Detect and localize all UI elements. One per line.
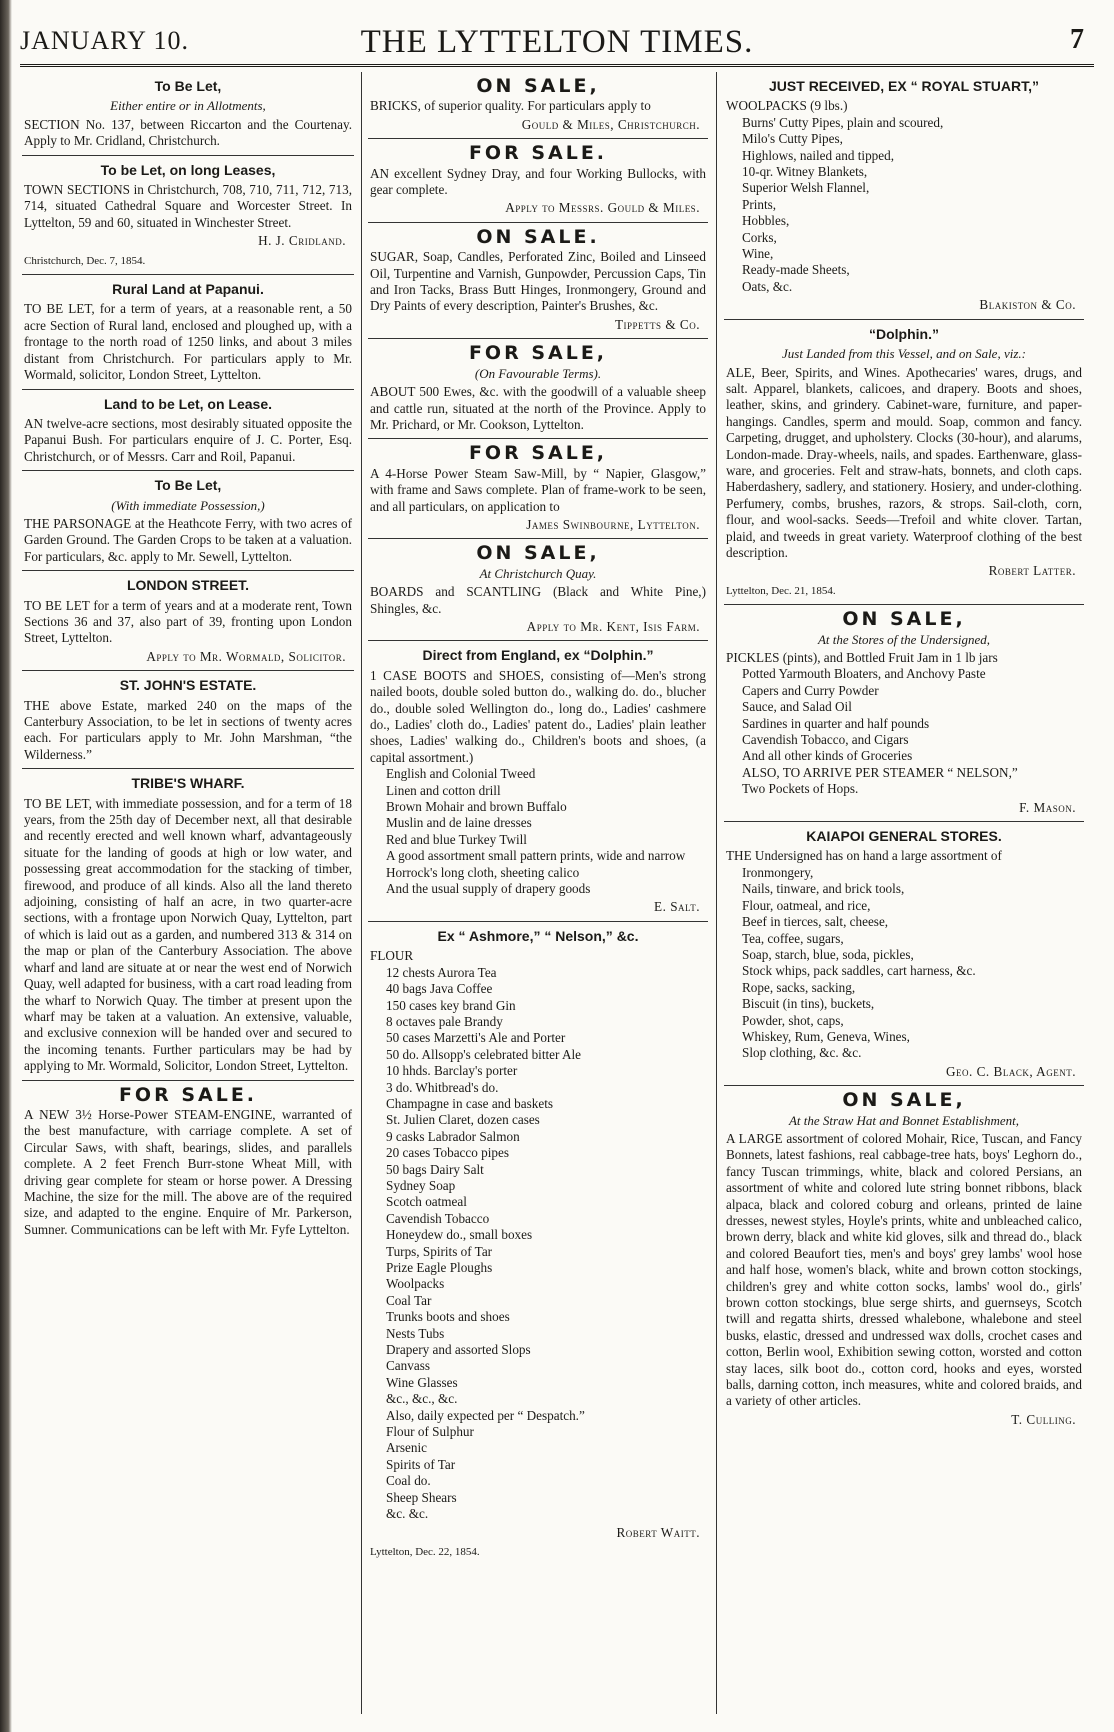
page-number: 7 — [1070, 24, 1084, 55]
page-binding-edge — [0, 0, 12, 1732]
ad-signature: Tippetts & Co. — [614, 316, 700, 332]
newspaper-title: THE LYTTELTON TIMES. — [360, 24, 754, 60]
ad-heading: FOR SALE. — [468, 142, 608, 165]
ad-heading: ON SALE, — [476, 75, 600, 97]
issue-date: JANUARY 10. — [20, 26, 189, 55]
ad-signature: James Swinbourne, Lyttelton. — [526, 516, 700, 532]
advertisement — [22, 471, 354, 571]
ad-list-item: Biscuit (in tins), buckets, — [742, 996, 875, 1012]
ad-body: FLOUR — [370, 948, 414, 964]
ad-heading: FOR SALE. — [118, 1083, 258, 1106]
advertisement — [368, 539, 708, 641]
ad-heading: ON SALE, — [476, 542, 600, 565]
advertisement — [22, 156, 354, 275]
header-rule — [20, 64, 1094, 67]
column-rule — [361, 72, 362, 1714]
page-header — [20, 20, 1094, 60]
ad-body: TO BE LET, with immediate possession, and for a term of 18 years, from the 25th day of December next, all that desirable and recently erected and well known wharf, advantageously situate for the landing of goods at high or low water, and possessing great accommodation for the stacking of timber, firewood, and produce of all kinds. Also all the land thereto adjoining, consisting of half an acre, in two quarter-acre sections, with a frontage upon Norwich Quay, Lyttelton, part of which is laid out as a garden, and numbered 313 & 314 on the map or plan of the Canterbury Association. The above wharf and land are situate at or near the west end of Norwich Quay, well adapted for business, with a cart road leading from the wharf to Norwich Quay. The timber at present upon the wharf may be taken at a valuation. An extensive, valuable, and exclusive connexion will be handed over and secured to the incoming tenants. Further particulars may be had by applying to Mr. Wormald, Solicitor, London Street, Lyttelton. — [24, 795, 352, 1074]
ad-list-item: Coal Tar — [386, 1292, 432, 1308]
ad-body: TO BE LET, for a term of years, at a reasonable rent, a 50 acre Section of Rural land, enclosed and ploughed up, with a frontage to the north road of 1250 links, and about 3 miles distant from Christchurch. For particulars apply to Mr. Wormald, solicitor, London Street, Lyttelton. — [24, 301, 352, 383]
advertisement — [368, 439, 708, 539]
ad-heading: “Dolphin.” — [869, 325, 939, 342]
ad-list-item: Ready-made Sheets, — [742, 262, 850, 278]
ad-heading: FOR SALE, — [468, 342, 608, 365]
ad-list-item: Capers and Curry Powder — [742, 682, 879, 698]
ad-heading: ON SALE. — [476, 225, 600, 248]
ad-body: ABOUT 500 Ewes, &c. with the goodwill of a valuable sheep and cattle run, situated at the north of the Province. Apply to Mr. Prichard, or Mr. Cookson, Lyttelton. — [370, 384, 706, 432]
ad-list-item: 50 bags Dairy Salt — [386, 1161, 484, 1177]
ad-list-item: 20 cases Tobacco pipes — [386, 1145, 509, 1161]
ad-body: THE Undersigned has on hand a large assortment of — [726, 848, 1002, 864]
ad-list-item: Woolpacks — [386, 1276, 445, 1292]
column-2 — [368, 72, 708, 1714]
ad-heading: To Be Let, — [154, 477, 222, 494]
ad-body: SUGAR, Soap, Candles, Perforated Zinc, Boiled and Linseed Oil, Turpentine and Varnish, Gunpowder, Percussion Caps, Tin and Iron Tacks, Brass Butt Hinges, Ironmongery, Ground and Dry Paints of every description, Painter's Brushes, &c. — [370, 249, 706, 314]
ad-body: AN excellent Sydney Dray, and four Working Bullocks, with gear complete. — [370, 165, 706, 198]
ad-list-item: 150 cases key brand Gin — [386, 997, 516, 1013]
ad-signature: Robert Latter. — [988, 563, 1076, 579]
ad-heading: Ex “ Ashmore,” “ Nelson,” &c. — [437, 927, 639, 944]
advertisement — [368, 922, 708, 1565]
ad-list-item: Sheep Shears — [386, 1489, 457, 1505]
advertisement — [724, 72, 1084, 320]
advertisement — [724, 822, 1084, 1086]
ad-subheading: Either entire or in Allotments, — [110, 98, 266, 114]
ad-list-item: 12 chests Aurora Tea — [386, 964, 497, 980]
ad-list-item: Prints, — [742, 196, 777, 212]
ad-signature: F. Mason. — [1019, 799, 1076, 815]
ad-list-item: Honeydew do., small boxes — [386, 1227, 533, 1243]
ad-body: BOARDS and SCANTLING (Black and White Pine,) Shingles, &c. — [370, 584, 706, 616]
ad-body: TO BE LET for a term of years and at a moderate rent, Town Sections 36 and 37, also part of 39, fronting upon London Street, Lyttelton. — [24, 597, 352, 646]
column-rule — [716, 72, 717, 1714]
ad-list-item: Powder, shot, caps, — [742, 1012, 844, 1028]
ad-list-item: Spirits of Tar — [386, 1456, 456, 1472]
ad-list-item: 9 casks Labrador Salmon — [386, 1128, 520, 1144]
ad-subheading: Just Landed from this Vessel, and on Sale, viz.: — [782, 346, 1026, 362]
advertisement — [22, 72, 354, 156]
ad-list-item: Wine, — [742, 246, 774, 262]
ad-list-item: Sauce, and Salad Oil — [742, 699, 852, 715]
ad-body: A LARGE assortment of colored Mohair, Rice, Tuscan, and Fancy Bonnets, latest fashions, real cabbage-tree hats, boys' Leghorn do., fancy Tuscan trimmings, white, black and colored Persians, an assortment of white and colored lute string bonnet ribbons, black alpaca, black and colored coburg and orleans, printed de laine dresses, newest styles, Hoyle's prints, white and unbleached calico, brown derry, black and white kid gloves, silk and thread do., black and colored Beaufort ties, men's and boys' grey lambs' wool hose and half hose, women's black, white and brown cotton stockings, children's grey and white cotton socks, lambs' wool do., girls' brown cotton stockings, blue serge shirts, and guernseys, Scotch twill and regatta shirts, dressed whalebone, whalebone and steel busks, elastic, dressed and undressed wax dolls, crochet cases and cotton, Berlin wool, Exhibition sewing cotton, worsted and cotton stay laces, silk boot do., cotton cord, hooks and eyes, worsted balls, darning cotton, inch measures, white and colored braids, and a variety of other articles. — [726, 1130, 1082, 1409]
advertisement — [22, 1081, 354, 1244]
ad-body: THE PARSONAGE at the Heathcote Ferry, with two acres of Garden Ground. The Garden Crops to be taken at a valuation. For particulars, &c. apply to Mr. Sewell, Lyttelton. — [24, 515, 352, 564]
ad-dateline: Lyttelton, Dec. 22, 1854. — [370, 1545, 480, 1558]
advertisement — [22, 390, 354, 472]
ad-list-item: 40 bags Java Coffee — [386, 981, 493, 997]
ad-body: SECTION No. 137, between Riccarton and the Courtenay. Apply to Mr. Cridland, Christchurch. — [24, 116, 352, 149]
ad-list-item: And all other kinds of Groceries — [742, 748, 913, 764]
ad-list-item: Arsenic — [386, 1440, 428, 1456]
ad-body: BRICKS, of superior quality. For particulars apply to — [370, 98, 651, 114]
ad-signature: Gould & Miles, Christchurch. — [521, 116, 700, 132]
ad-body: TOWN SECTIONS in Christchurch, 708, 710, 711, 712, 713, 714, situated Cathedral Square and Worcester Street. In Lyttelton, 59 and 60, situated in Winchester Street. — [24, 182, 352, 230]
ad-list-item: Linen and cotton drill — [386, 782, 501, 798]
ad-list-item: Burns' Cutty Pipes, plain and scoured, — [742, 114, 944, 130]
ad-signature: T. Culling. — [1011, 1411, 1076, 1427]
ad-list-item: Flour of Sulphur — [386, 1424, 474, 1440]
ad-list-item: ALSO, TO ARRIVE PER STEAMER “ NELSON,” — [742, 764, 1018, 780]
ad-list-item: Nests Tubs — [386, 1325, 445, 1341]
ad-dateline: Lyttelton, Dec. 21, 1854. — [726, 584, 836, 597]
advertisement — [724, 320, 1084, 606]
ad-heading: TRIBE'S WHARF. — [131, 775, 245, 792]
ad-list-item: Potted Yarmouth Bloaters, and Anchovy Paste — [742, 666, 986, 682]
column-1 — [22, 72, 354, 1714]
ad-list-item: English and Colonial Tweed — [386, 766, 536, 782]
ad-list-item: Also, daily expected per “ Despatch.” — [386, 1407, 585, 1423]
ad-list-item: St. Julien Claret, dozen cases — [386, 1112, 540, 1128]
ad-list-item: Slop clothing, &c. &c. — [742, 1045, 862, 1061]
ad-subheading: At the Stores of the Undersigned, — [817, 631, 991, 647]
ad-list-item: Sardines in quarter and half pounds — [742, 715, 930, 731]
ad-signature: E. Salt. — [654, 899, 700, 915]
ad-list-item: 10-qr. Witney Blankets, — [742, 164, 868, 180]
ad-heading: To Be Let, — [154, 78, 222, 94]
advertisement — [22, 571, 354, 671]
ad-list-item: Tea, coffee, sugars, — [742, 930, 844, 946]
ad-list-item: &c., &c., &c. — [386, 1391, 458, 1407]
ad-list-item: Coal do. — [386, 1473, 431, 1489]
ad-list-item: Scotch oatmeal — [386, 1194, 467, 1210]
ad-list-item: &c. &c. — [386, 1506, 429, 1522]
ad-list-item: Highlows, nailed and tipped, — [742, 147, 894, 163]
ad-subheading: (On Favourable Terms). — [474, 365, 602, 381]
ad-list-item: Superior Welsh Flannel, — [742, 180, 870, 196]
ad-heading: Land to be Let, on Lease. — [103, 395, 273, 412]
advertisement — [368, 339, 708, 439]
ad-subheading: At Christchurch Quay. — [479, 565, 597, 581]
ad-list-item: 8 octaves pale Brandy — [386, 1013, 503, 1029]
ad-body: A 4-Horse Power Steam Saw-Mill, by “ Napier, Glasgow,” with frame and Saws complete. Plan of frame-work to be seen, and all particulars, on application to — [370, 465, 706, 514]
advertisement — [724, 605, 1084, 822]
ad-list-item: Red and blue Turkey Twill — [386, 831, 527, 847]
ad-heading: KAIAPOI GENERAL STORES. — [806, 828, 1002, 845]
ad-heading: Direct from England, ex “Dolphin.” — [422, 647, 654, 664]
ad-list-item: 50 cases Marzetti's Ale and Porter — [386, 1030, 566, 1046]
ad-list-item: Brown Mohair and brown Buffalo — [386, 799, 567, 815]
ad-list-item: Oats, &c. — [742, 278, 793, 294]
ad-signature: Apply to Mr. Wormald, Solicitor. — [146, 648, 346, 664]
ad-list-item: Muslin and de laine dresses — [386, 815, 532, 831]
ad-list-item: Ironmongery, — [742, 864, 814, 880]
ad-list-item: Rope, sacks, sacking, — [742, 979, 856, 995]
ad-signature: Apply to Mr. Kent, Isis Farm. — [526, 618, 700, 634]
advertisement — [22, 671, 354, 769]
ad-list-item: And the usual supply of drapery goods — [386, 881, 591, 897]
ad-signature: Geo. C. Black, Agent. — [946, 1063, 1076, 1079]
ad-body: ALE, Beer, Spirits, and Wines. Apothecaries' wares, drugs, and salt. Apparel, blankets, calicoes, and drapery. Boots and shoes, leather, skins, and grindery. Cabinet-ware, furniture, and paper-hangings. Candles, sperm and mould. Soap, common and fancy. Carpeting, drugget, and upholstery. Clocks (30-hour), and alarums, London-made. Dray-wheels, nails, and spades. Earthenware, glass-ware, and groceries. Felt and straw-hats, bonnets, and cloth caps. Haberdashery, sadlery, and stationery. Hosiery, and under-clothing. Perfumery, combs, brushes, razors, & strops. Sail-cloth, corn, flour, and wool-sacks. Seeds—Trefoil and white clover. Tartan, plaid, and tweeds in great variety. Waterproof clothing of the best description. — [726, 364, 1082, 560]
ad-body: 1 CASE BOOTS and SHOES, consisting of—Men's strong nailed boots, double soled button do., walking do. do., blucher do., double soled Wellington do., long do., Ladies' cashmere do., Ladies' cloth do., Ladies' patent do., Ladies' plain leather shoes, Ladies' walking do., Children's boots and shoes, (a capital assortment.) — [370, 667, 706, 765]
ad-list-item: Beef in tierces, salt, cheese, — [742, 914, 889, 930]
advertisement — [368, 72, 708, 139]
ad-heading: To be Let, on long Leases, — [100, 161, 276, 178]
ad-signature: Blakiston & Co. — [979, 297, 1076, 313]
advertisement — [368, 641, 708, 922]
ad-list-item: Trunks boots and shoes — [386, 1309, 510, 1325]
ad-body: WOOLPACKS (9 lbs.) — [726, 98, 848, 114]
ad-list-item: Sydney Soap — [386, 1177, 456, 1193]
ad-list-item: Cavendish Tobacco — [386, 1210, 490, 1226]
ad-heading: FOR SALE, — [468, 442, 608, 465]
ad-heading: JUST RECEIVED, EX “ ROYAL STUART,” — [769, 78, 1039, 94]
ad-list-item: Hobbles, — [742, 213, 790, 229]
ad-list-item: Horrock's long cloth, sheeting calico — [386, 864, 580, 880]
column-3 — [724, 72, 1084, 1714]
ad-body: PICKLES (pints), and Bottled Fruit Jam in 1 lb jars — [726, 650, 998, 665]
ad-list-item: Nails, tinware, and brick tools, — [742, 881, 905, 897]
ad-list-item: Stock whips, pack saddles, cart harness, &c. — [742, 963, 976, 979]
ad-list-item: Champagne in case and baskets — [386, 1095, 553, 1111]
ad-heading: Rural Land at Papanui. — [112, 281, 264, 298]
ad-dateline: Christchurch, Dec. 7, 1854. — [24, 254, 146, 267]
ad-subheading: (With immediate Possession,) — [111, 497, 265, 513]
ad-list-item: Prize Eagle Ploughs — [386, 1260, 493, 1275]
ad-subheading: At the Straw Hat and Bonnet Establishment, — [788, 1112, 1019, 1128]
ad-signature: Robert Waitt. — [616, 1524, 700, 1540]
ad-list-item: Milo's Cutty Pipes, — [742, 131, 843, 147]
ad-list-item: Two Pockets of Hops. — [742, 781, 859, 797]
ad-heading: LONDON STREET. — [126, 577, 250, 594]
advertisement — [368, 139, 708, 223]
ad-list-item: Wine Glasses — [386, 1374, 458, 1390]
advertisement — [22, 275, 354, 389]
ad-list-item: Turps, Spirits of Tar — [386, 1243, 493, 1259]
advertisement — [724, 1086, 1084, 1433]
ad-list-item: 3 do. Whitbread's do. — [386, 1079, 499, 1095]
ad-list-item: Canvass — [386, 1358, 430, 1374]
ad-body: A NEW 3½ Horse-Power STEAM-ENGINE, warranted of the best manufacture, with carriage complete. A set of Circular Saws, with shaft, bearings, slides, and parallels complete. A 2 feet French Burr-stone Wheat Mill, with driving gear complete for steam or horse power. A Dressing Machine, the size for the mill. The above are of the required size, and adapted to the engine. Enquire of Mr. Parkerson, Sumner. Communications can be left with Mr. Fyfe Lyttelton. — [24, 1106, 352, 1237]
advertisement — [22, 769, 354, 1080]
ad-body: THE above Estate, marked 240 on the maps of the Canterbury Association, to be let in sections of twenty acres each. For particulars apply to Mr. John Marshman, “the Wilderness.” — [24, 697, 352, 762]
ad-list-item: Corks, — [742, 229, 777, 245]
ad-heading: ON SALE, — [842, 1089, 966, 1112]
ad-list-item: Flour, oatmeal, and rice, — [742, 897, 871, 913]
ad-heading: ON SALE, — [842, 608, 966, 631]
advertisement — [368, 223, 708, 339]
ad-list-item: Soap, starch, blue, soda, pickles, — [742, 946, 914, 962]
ad-body: AN twelve-acre sections, most desirably situated opposite the Papanui Bush. For particulars enquire of J. C. Porter, Esq. Christchurch, or of Messrs. Carr and Roil, Papanui. — [24, 415, 352, 464]
ad-list-item: Drapery and assorted Slops — [386, 1342, 531, 1358]
ad-signature: Apply to Messrs. Gould & Miles. — [505, 200, 700, 216]
ad-signature: H. J. Cridland. — [258, 233, 346, 249]
ad-list-item: Cavendish Tobacco, and Cigars — [742, 732, 909, 748]
ad-list-item: 10 hhds. Barclay's porter — [386, 1063, 518, 1079]
ad-heading: ST. JOHN'S ESTATE. — [119, 677, 257, 694]
ad-list-item: 50 do. Allsopp's celebrated bitter Ale — [386, 1046, 582, 1062]
ad-list-item: A good assortment small pattern prints, wide and narrow — [386, 848, 686, 864]
ad-list-item: Whiskey, Rum, Geneva, Wines, — [742, 1028, 910, 1044]
